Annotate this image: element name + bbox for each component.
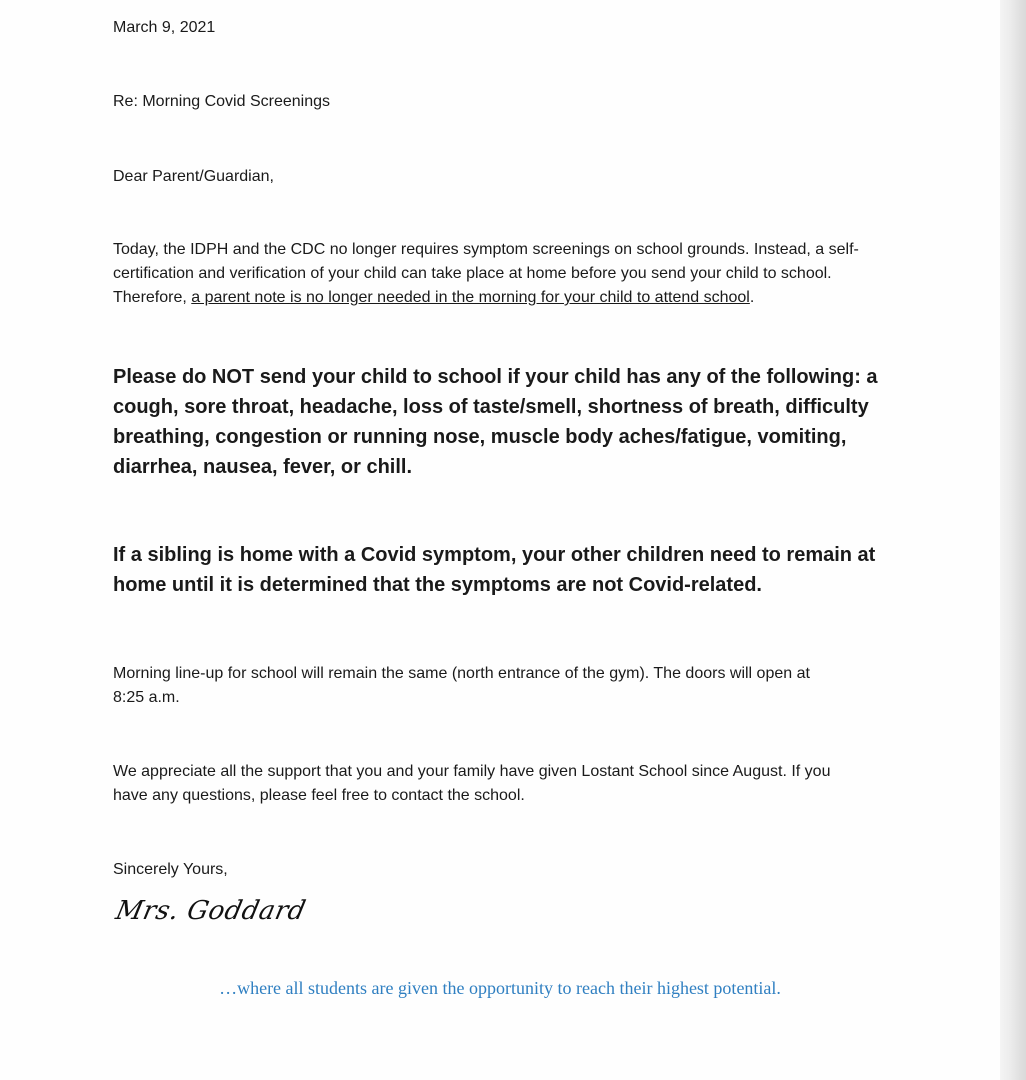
appreciation-paragraph xyxy=(113,760,903,808)
letter-date: March 9, 2021 xyxy=(113,19,216,36)
sibling-notice: If a sibling is home with a Covid symptom, your other children need to remain at home until it is determined that the symptoms are not Covid-related. xyxy=(113,544,876,596)
school-motto: …where all students are given the opportunity to reach their highest potential. xyxy=(219,978,781,998)
letter-greeting: Dear Parent/Guardian, xyxy=(113,168,274,185)
page-edge-shadow xyxy=(1000,0,1026,1080)
signature: Mrs. Goddard xyxy=(113,896,309,926)
parent-note-notice: a parent note is no longer needed in the morning for your child to attend school xyxy=(191,289,750,306)
appreciation-line-2: have any questions, please feel free to contact the school. xyxy=(113,787,525,804)
screening-paragraph xyxy=(113,238,903,310)
lineup-line-2: 8:25 a.m. xyxy=(113,689,180,706)
letter-subject: Re: Morning Covid Screenings xyxy=(113,93,330,110)
lineup-line-1: Morning line-up for school will remain the same (north entrance of the gym). The doors will open at xyxy=(113,665,810,682)
appreciation-line-1: We appreciate all the support that you and your family have given Lostant School since August. If you xyxy=(113,763,831,780)
screening-paragraph-suffix: . xyxy=(749,289,755,306)
letter-closing: Sincerely Yours, xyxy=(113,861,228,878)
screening-paragraph-prefix: Therefore, xyxy=(113,289,192,306)
screening-paragraph-line-3 xyxy=(113,286,903,310)
screening-paragraph-line-2: certification and verification of your child can take place at home before you send your child to school. xyxy=(113,265,832,282)
lineup-paragraph xyxy=(113,662,903,710)
symptoms-notice: Please do NOT send your child to school if your child has any of the following: a cough, sore throat, headache, loss of taste/smell, shortness of breath, difficulty breathing, congestion or running nose, muscle body aches/fatigue, vomiting, diarrhea, nausea, fever, or chill. xyxy=(113,366,878,478)
screening-paragraph-line-1: Today, the IDPH and the CDC no longer requires symptom screenings on school grounds. Instead, a self- xyxy=(113,241,859,258)
